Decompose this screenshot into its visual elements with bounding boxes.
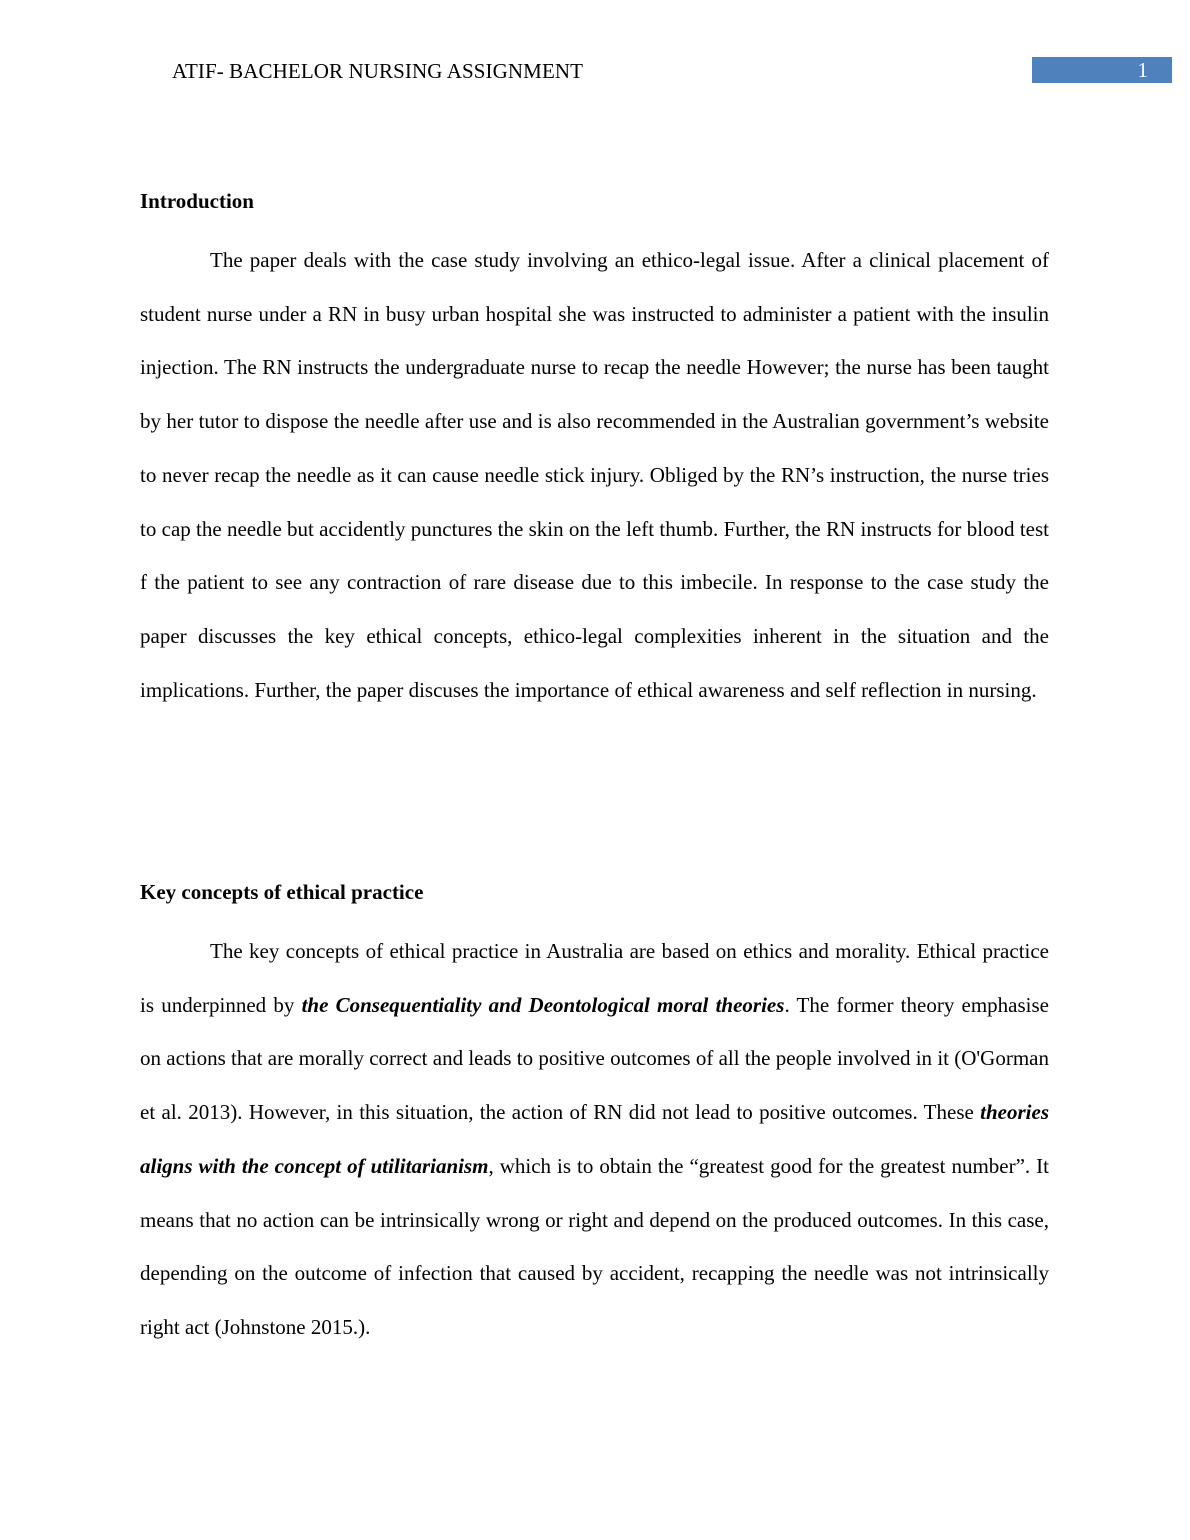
key-concepts-text-part-3: , which is to obtain the “greatest good for the greatest number”. It means that no action can be intrinsically wrong or right and depend on the produced outcomes. In this case, depending on the outcome of infection that caused by accident, recapping the needle was not intrinsically right act (Johnstone 2015.). [140,1153,1049,1339]
key-concepts-heading: Key concepts of ethical practice [140,880,424,904]
running-header-title: ATIF- BACHELOR NURSING ASSIGNMENT [172,59,584,83]
introduction-paragraph: The paper deals with the case study involving an ethico-legal issue. After a clinical placement of student nurse under a RN in busy urban hospital she was instructed to administer a patient with the insulin injection. The RN instructs the undergraduate nurse to recap the needle However; the nurse has been taught by her tutor to dispose the needle after use and is also recommended in the Australian government’s website to never recap the needle as it can cause needle stick injury. Obliged by the RN’s instruction, the nurse tries to cap the needle but accidently punctures the skin on the left thumb. Further, the RN instructs for blood test f the patient to see any contraction of rare disease due to this imbecile. In response to the case study the paper discusses the key ethical concepts, ethico-legal complexities inherent in the situation and the implications. Further, the paper discuses the importance of ethical awareness and self reflection in nursing. [140,248,1049,702]
key-concepts-emphasis-utilitarianism: theories aligns with the concept of utilitarianism [140,1100,1049,1178]
key-concepts-section [140,878,1049,1355]
page-number-badge [1032,57,1172,83]
key-concepts-text-part-2: . The former theory emphasise on actions that are morally correct and leads to positive outcomes of all the people involved in it (O'Gorman et al. 2013). However, in this situation, the action of RN did not lead to positive outcomes. These [140,992,1050,1125]
introduction-heading: Introduction [140,189,254,213]
key-concepts-emphasis-moral-theories: the Consequentiality and Deontological moral theories [301,992,785,1017]
key-concepts-paragraph [140,925,1049,1355]
introduction-section [140,187,1049,717]
key-concepts-text-part-1: The key concepts of ethical practice in Australia are based on ethics and morality. Ethical practice is underpinned by [140,939,1049,1017]
page-number: 1 [1137,58,1148,82]
